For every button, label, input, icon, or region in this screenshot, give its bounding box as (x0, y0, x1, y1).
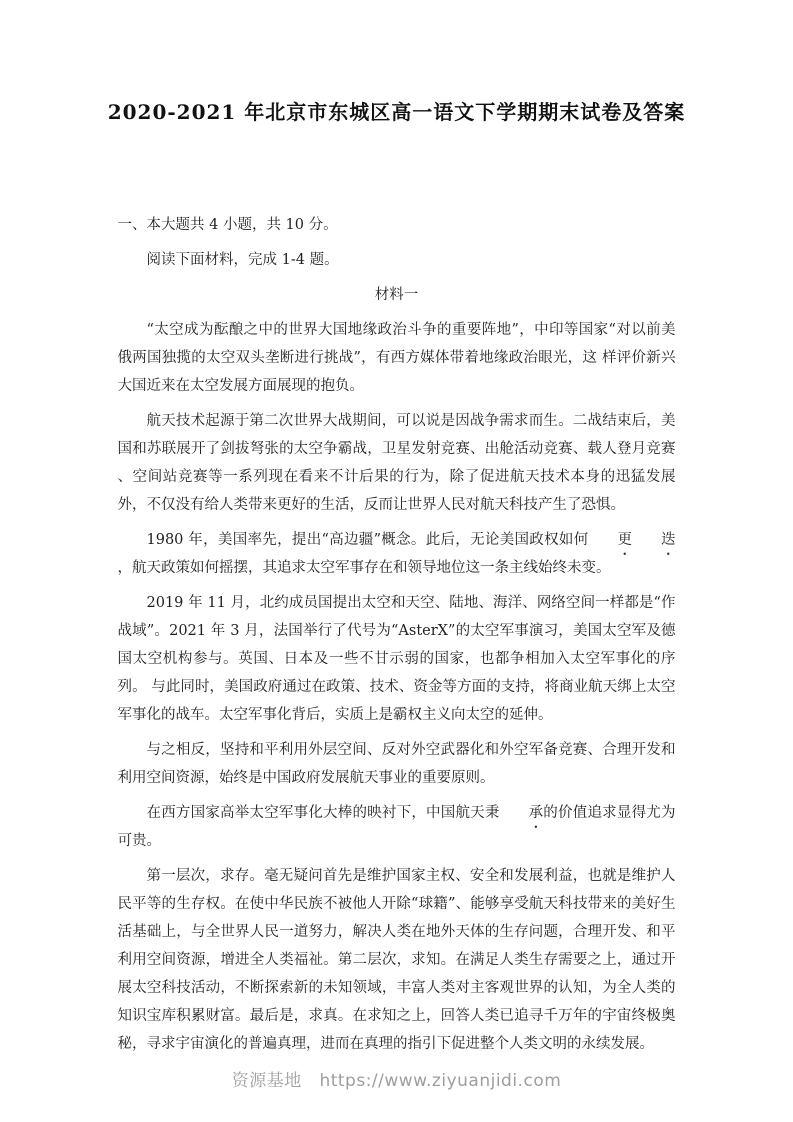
section-heading: 一、本大题共 4 小题，共 10 分。 (117, 217, 338, 233)
material-paragraphs (118, 316, 676, 1058)
material-paragraph: 2019 年 11 月，北约成员国提出太空和天空、陆地、海洋、网络空间一样都是“作战域”。2021 年 3 月，法国举行了代号为“AsterX”的太空军事演习，美国太空军及德国太空机构参与。英国、日本及一些不甘示弱的国家，也都争相加入太空军事化的序列。 与此同时，美国政府通过在政策、技术、资金等方面的支持，将商业航天绑上太空军事化的战车。太空军事化背后，实质上是霸权主义向太空的延伸。 (117, 595, 676, 723)
material-paragraph: 航天技术起源于第二次世界大战期间，可以说是因战争需求而生。二战结束后，美国和苏联展开了剑拔弩张的太空争霸战，卫星发射竞赛、出舱活动竞赛、载人登月竞赛 、空间站竞赛等一系列现在看来不计后果的行为，除了促进航天技术本身的迅猛发展外，不仅没有给人类带来更好的生活，反而让世界人民对航天科技产生了恐惧。 (117, 413, 676, 513)
footer-url[interactable]: https://www.ziyuanjidi.com (319, 1071, 562, 1091)
emphasized-text: 更 迭 (617, 532, 676, 548)
footer-separator (308, 1071, 314, 1091)
document-body (118, 211, 676, 1058)
page-footer (0, 1066, 793, 1091)
page-title: 2020-2021 年北京市东城区高一语文下学期期末试卷及答案 (107, 100, 686, 124)
footer-site-name: 资源基地 (231, 1071, 302, 1091)
material-paragraph: 在西方国家高举太空军事化大棒的映衬下，中国航天秉 承的价值追求显得尤为可贵。 (117, 805, 676, 849)
emphasized-text: 承 (528, 805, 544, 821)
material-label: 材料一 (374, 287, 419, 303)
material-paragraph: “太空成为酝酿之中的世界大国地缘政治斗争的重要阵地”，中印等国家“对以前美俄两国独揽的太空双头垄断进行挑战”，有西方媒体带着地缘政治眼光，这 样评价新兴大国近来在太空发展方面展现的抱负。 (117, 322, 676, 394)
material-paragraph: 与之相反，坚持和平利用外层空间、反对外空武器化和外空军备竞赛、合理开发和利用空间资源，始终是中国政府发展航天事业的重要原则。 (117, 742, 676, 786)
material-paragraph: 1980 年，美国率先，提出“高边疆”概念。此后，无论美国政权如何 更 迭，航天政策如何摇摆，其追求太空军事存在和领导地位这一条主线始终未变。 (117, 532, 676, 576)
reading-instruction: 阅读下面材料，完成 1-4 题。 (146, 252, 339, 268)
material-paragraph: 第一层次，求存。毫无疑问首先是维护国家主权、安全和发展利益，也就是维护人民平等的生存权。在使中华民族不被他人开除“球籍”、能够享受航天科技带来的美好生活基础上，与全世界人民一道努力，解决人类在地外天体的生存问题，合理开发、和平利用空间资源，增进全人类福祉。第二层次，求知。在满足人类生存需要之上，通过开展太空科技活动，不断探索新的未知领域，丰富人类对主客观世界的认知，为全人类的知识宝库积累财富。最后是，求真。在求知之上，回答人类已追寻千万年的宇宙终极奥秘，寻求宇宙演化的普遍真理，进而在真理的指引下促进整个人类文明的永续发展。 (117, 868, 676, 1052)
